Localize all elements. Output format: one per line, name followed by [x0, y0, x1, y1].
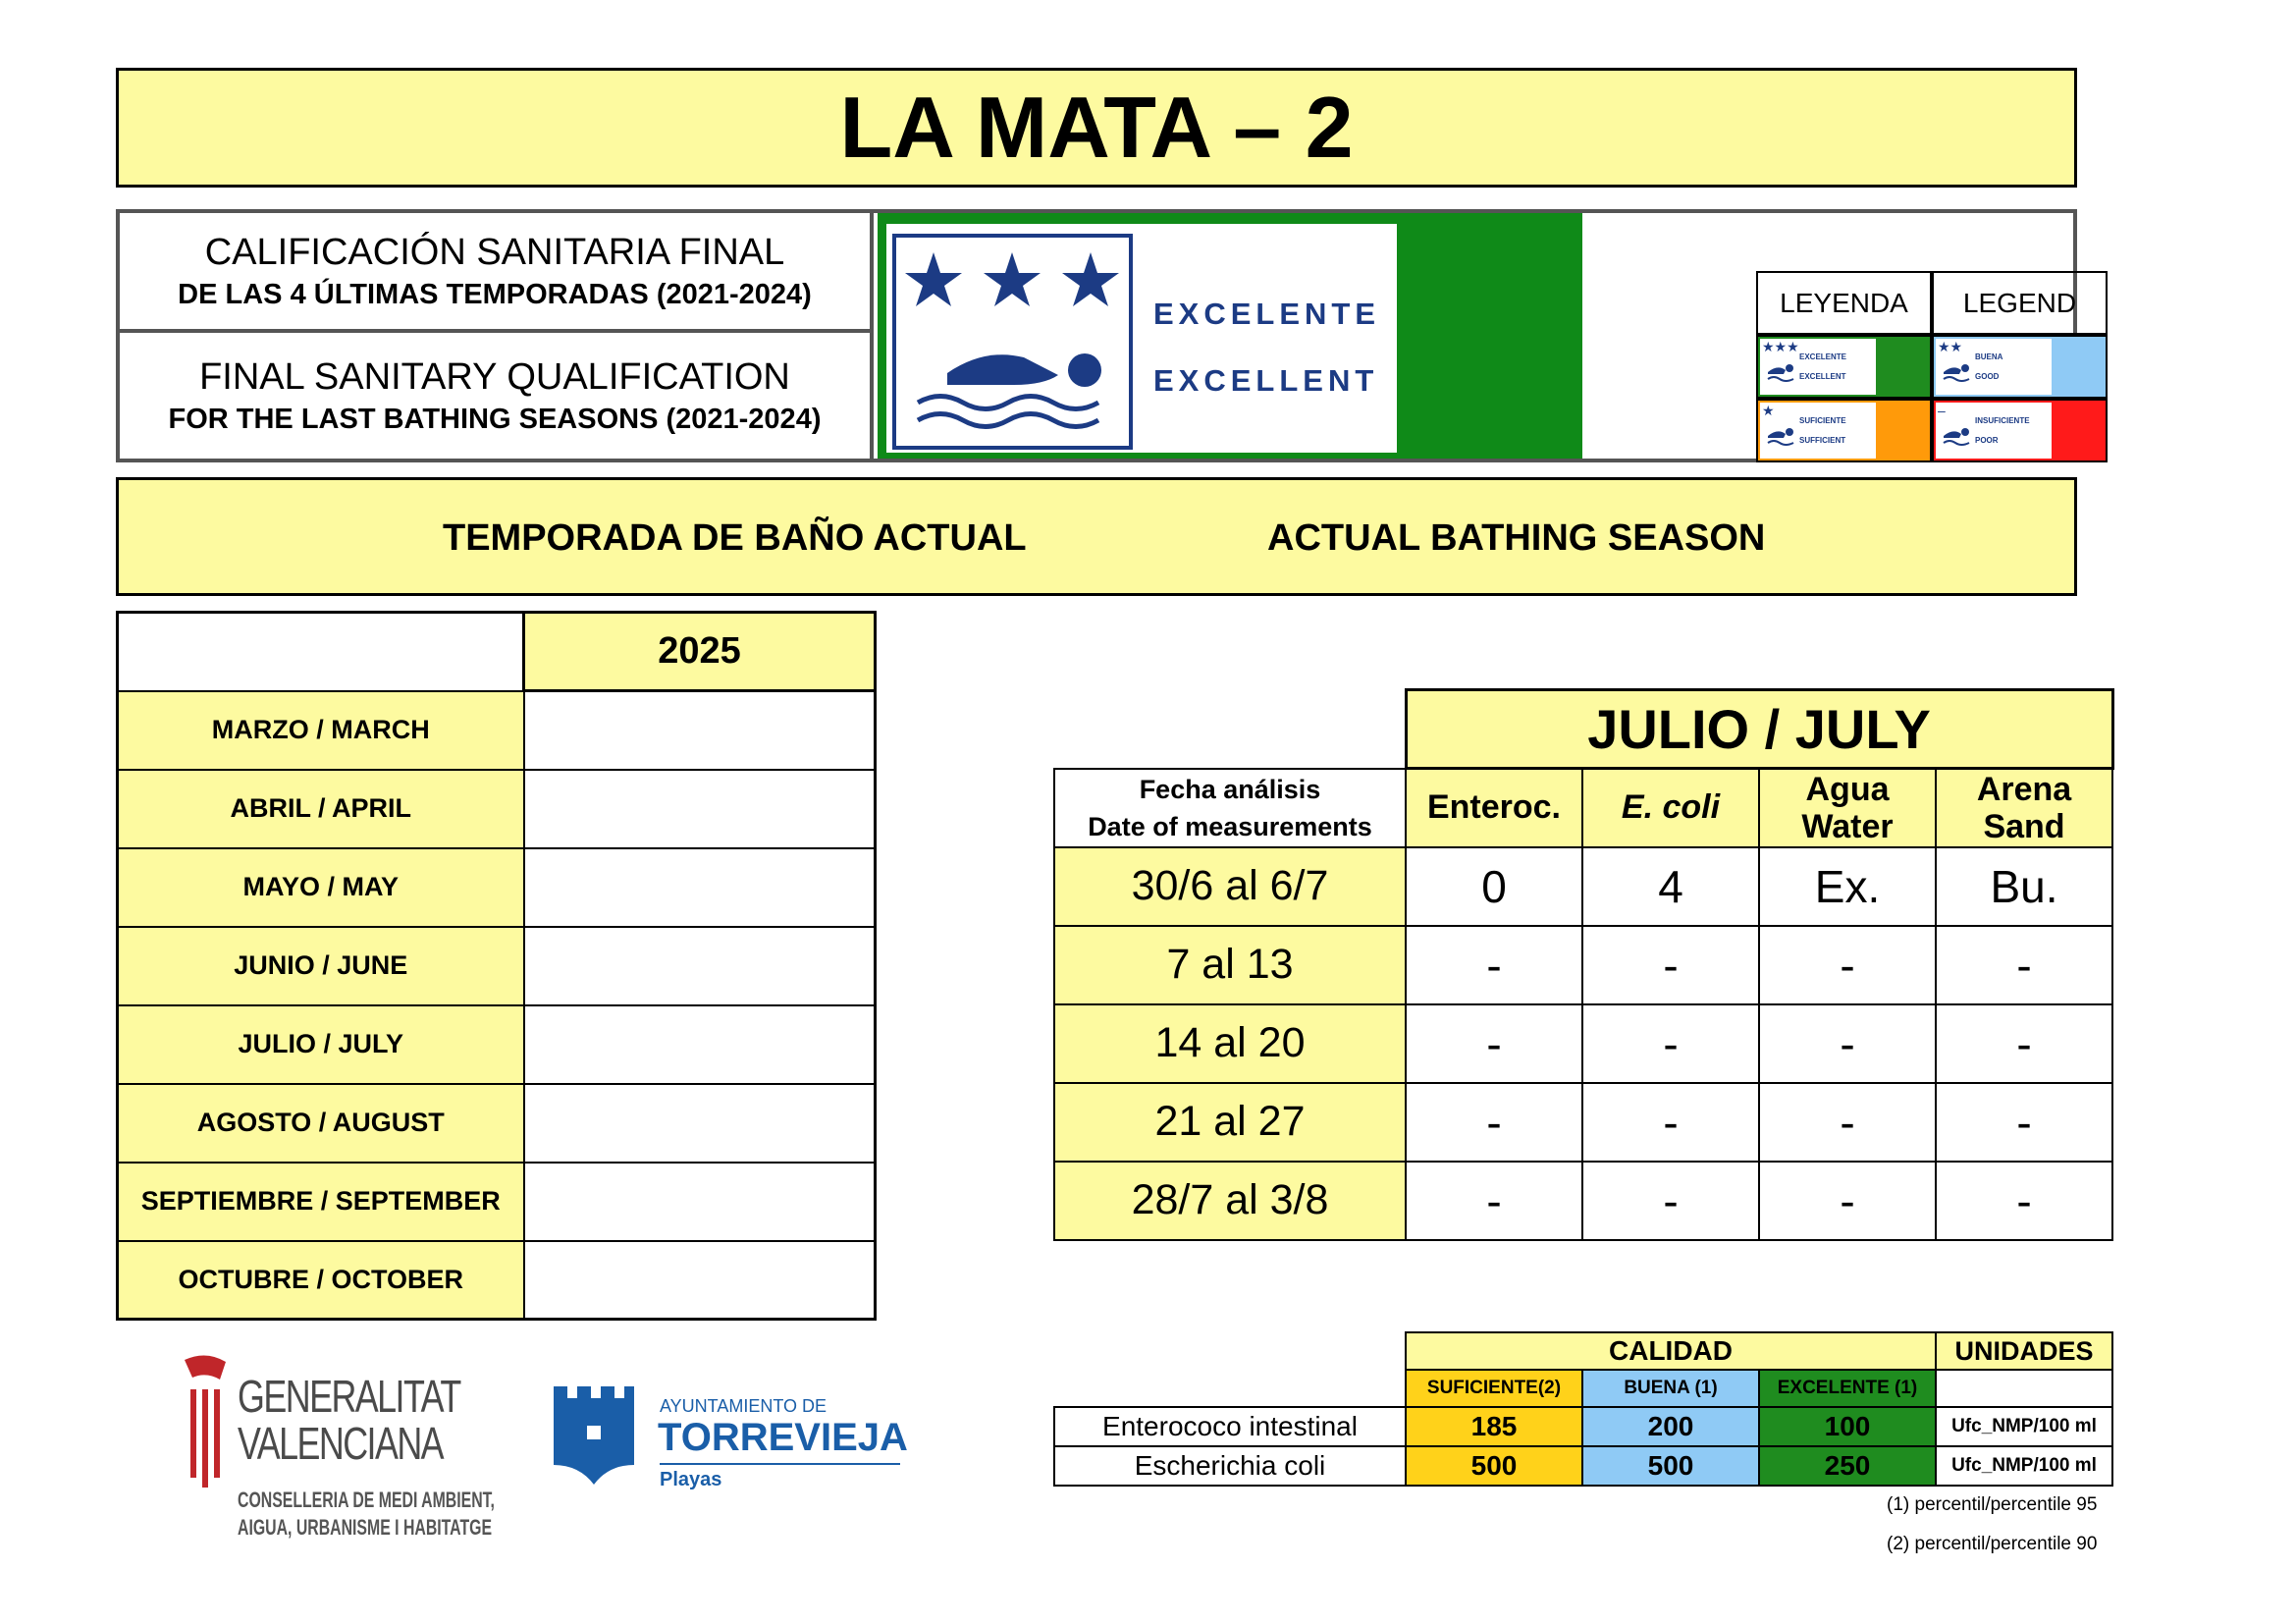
qualification-es-line2: DE LAS 4 ÚLTIMAS TEMPORADAS (2021-2024) — [178, 279, 812, 310]
unidades-header: UNIDADES — [1936, 1332, 2112, 1370]
qualification-es-line1: CALIFICACIÓN SANITARIA FINAL — [204, 232, 785, 273]
enteroc-header: Enteroc. — [1406, 769, 1582, 847]
july-sand: - — [1936, 926, 2112, 1004]
months-year-header: 2025 — [524, 613, 876, 691]
quality-name: Escherichia coli — [1054, 1446, 1406, 1486]
quality-excelente: 100 — [1759, 1407, 1936, 1446]
july-enteroc: - — [1406, 1162, 1582, 1240]
quality-excelente: 250 — [1759, 1446, 1936, 1486]
month-value — [524, 770, 876, 848]
tower-icon — [550, 1386, 638, 1485]
gva-line1: GENERALITAT — [238, 1371, 460, 1422]
torre-line2: TORREVIEJA — [658, 1416, 908, 1459]
quality-suficiente: 185 — [1406, 1407, 1582, 1446]
legend-stars-icon: ★★★ — [1762, 339, 1799, 354]
gva-line2: VALENCIANA — [238, 1418, 444, 1469]
season-banner-en: ACTUAL BATHING SEASON — [1267, 517, 1766, 559]
legend-header-en: LEGEND — [1932, 271, 2108, 335]
month-label: MARZO / MARCH — [118, 691, 524, 770]
month-value — [524, 691, 876, 770]
month-row — [118, 1005, 876, 1084]
july-row — [1054, 1162, 2112, 1240]
july-water: - — [1759, 1004, 1936, 1083]
july-sand: - — [1936, 1004, 2112, 1083]
torrevieja-logo — [550, 1386, 913, 1494]
legend-es: BUENA — [1975, 352, 2003, 361]
gva-line4: AIGUA, URBANISME I HABITATGE — [238, 1515, 493, 1540]
date-header: Fecha análisis Date of measurements — [1054, 769, 1406, 847]
month-row — [118, 1084, 876, 1163]
month-label: JULIO / JULY — [118, 1005, 524, 1084]
month-label: AGOSTO / AUGUST — [118, 1084, 524, 1163]
july-row — [1054, 926, 2112, 1004]
rating-en: EXCELLENT — [1153, 363, 1379, 398]
legend-swimmer-icon — [1766, 360, 1795, 380]
month-row — [118, 1241, 876, 1320]
july-table-corner — [1054, 690, 1406, 769]
months-table-corner — [118, 613, 524, 691]
legend-en: POOR — [1975, 436, 1999, 445]
month-label: JUNIO / JUNE — [118, 927, 524, 1005]
july-sand: - — [1936, 1162, 2112, 1240]
legend-swimmer-icon — [1942, 424, 1971, 444]
legend-swimmer-icon — [1942, 360, 1971, 380]
legend — [1756, 271, 2108, 462]
quality-corner-2 — [1054, 1370, 1406, 1407]
july-enteroc: - — [1406, 926, 1582, 1004]
page-title: LA MATA – 2 — [839, 79, 1354, 176]
july-water: Ex. — [1759, 847, 1936, 926]
month-value — [524, 1084, 876, 1163]
legend-en: SUFFICIENT — [1799, 436, 1846, 445]
legend-header-es: LEYENDA — [1756, 271, 1932, 335]
quality-row — [1054, 1446, 2112, 1486]
qualification-en-line2: FOR THE LAST BATHING SEASONS (2021-2024) — [168, 404, 822, 435]
july-row — [1054, 847, 2112, 926]
col-buena: BUENA (1) — [1582, 1370, 1759, 1407]
july-title: JULIO / JULY — [1406, 690, 2112, 769]
qualification-en-line1: FINAL SANITARY QUALIFICATION — [199, 356, 790, 398]
col-excelente: EXCELENTE (1) — [1759, 1370, 1936, 1407]
quality-name: Enterococo intestinal — [1054, 1407, 1406, 1446]
july-date: 7 al 13 — [1054, 926, 1406, 1004]
season-banner — [116, 477, 2077, 596]
month-row — [118, 691, 876, 770]
legend-stars-icon: ★ — [1762, 403, 1775, 418]
legend-es: SUFICIENTE — [1799, 416, 1846, 425]
month-row — [118, 848, 876, 927]
july-date: 14 al 20 — [1054, 1004, 1406, 1083]
july-sand: Bu. — [1936, 847, 2112, 926]
torre-line1: AYUNTAMIENTO DE — [660, 1396, 828, 1416]
july-date: 21 al 27 — [1054, 1083, 1406, 1162]
quality-suficiente: 500 — [1406, 1446, 1582, 1486]
month-row — [118, 770, 876, 848]
torre-line3: Playas — [660, 1469, 722, 1490]
legend-item-2 — [1756, 399, 1932, 462]
legend-es: EXCELENTE — [1799, 352, 1847, 361]
july-ecoli: - — [1582, 1162, 1759, 1240]
quality-table — [1053, 1331, 2113, 1487]
units-blank — [1936, 1370, 2112, 1407]
month-row — [118, 1163, 876, 1241]
quality-corner — [1054, 1332, 1406, 1370]
gva-logo — [177, 1350, 495, 1546]
month-value — [524, 848, 876, 927]
july-water: - — [1759, 1162, 1936, 1240]
qualification-en — [120, 333, 874, 459]
july-enteroc: - — [1406, 1083, 1582, 1162]
july-ecoli: - — [1582, 926, 1759, 1004]
legend-es: INSUFICIENTE — [1975, 416, 2030, 425]
month-value — [524, 927, 876, 1005]
legend-en: EXCELLENT — [1799, 372, 1846, 381]
legend-stars-icon: – — [1938, 403, 1946, 418]
water-header: Agua Water — [1759, 769, 1936, 847]
quality-buena: 200 — [1582, 1407, 1759, 1446]
season-banner-es: TEMPORADA DE BAÑO ACTUAL — [443, 517, 1027, 559]
legend-item-3 — [1932, 399, 2108, 462]
gva-line3: CONSELLERIA DE MEDI AMBIENT, — [238, 1488, 495, 1512]
months-table — [116, 611, 877, 1321]
qualification-es — [120, 213, 874, 333]
july-row — [1054, 1004, 2112, 1083]
title-banner — [116, 68, 2077, 188]
rating-es: EXCELENTE — [1153, 297, 1381, 331]
legend-item-1 — [1932, 335, 2108, 399]
july-enteroc: - — [1406, 1004, 1582, 1083]
july-water: - — [1759, 926, 1936, 1004]
note2: (2) percentil/percentile 90 — [1887, 1534, 2098, 1554]
torre-divider — [660, 1463, 900, 1465]
col-suficiente: SUFICIENTE(2) — [1406, 1370, 1582, 1407]
month-label: ABRIL / APRIL — [118, 770, 524, 848]
quality-units: Ufc_NMP/100 ml — [1936, 1446, 2112, 1486]
sand-header: Arena Sand — [1936, 769, 2112, 847]
month-value — [524, 1005, 876, 1084]
rating-card — [886, 224, 1397, 453]
july-ecoli: 4 — [1582, 847, 1759, 926]
calidad-header: CALIDAD — [1406, 1332, 1936, 1370]
july-enteroc: 0 — [1406, 847, 1582, 926]
note1: (1) percentil/percentile 95 — [1887, 1494, 2098, 1515]
ecoli-header: E. coli — [1582, 769, 1759, 847]
july-date: 28/7 al 3/8 — [1054, 1162, 1406, 1240]
legend-swimmer-icon — [1766, 424, 1795, 444]
july-sand: - — [1936, 1083, 2112, 1162]
july-ecoli: - — [1582, 1083, 1759, 1162]
july-water: - — [1759, 1083, 1936, 1162]
july-table — [1053, 688, 2114, 1241]
month-value — [524, 1241, 876, 1320]
month-label: SEPTIEMBRE / SEPTEMBER — [118, 1163, 524, 1241]
legend-en: GOOD — [1975, 372, 2000, 381]
month-label: OCTUBRE / OCTOBER — [118, 1241, 524, 1320]
quality-buena: 500 — [1582, 1446, 1759, 1486]
july-ecoli: - — [1582, 1004, 1759, 1083]
month-label: MAYO / MAY — [118, 848, 524, 927]
legend-item-0 — [1756, 335, 1932, 399]
july-row — [1054, 1083, 2112, 1162]
july-date: 30/6 al 6/7 — [1054, 847, 1406, 926]
quality-units: Ufc_NMP/100 ml — [1936, 1407, 2112, 1446]
excellent-badge-icon — [892, 234, 1133, 450]
legend-stars-icon: ★★ — [1938, 339, 1963, 354]
quality-row — [1054, 1407, 2112, 1446]
month-value — [524, 1163, 876, 1241]
gva-crest-icon — [177, 1350, 236, 1497]
month-row — [118, 927, 876, 1005]
